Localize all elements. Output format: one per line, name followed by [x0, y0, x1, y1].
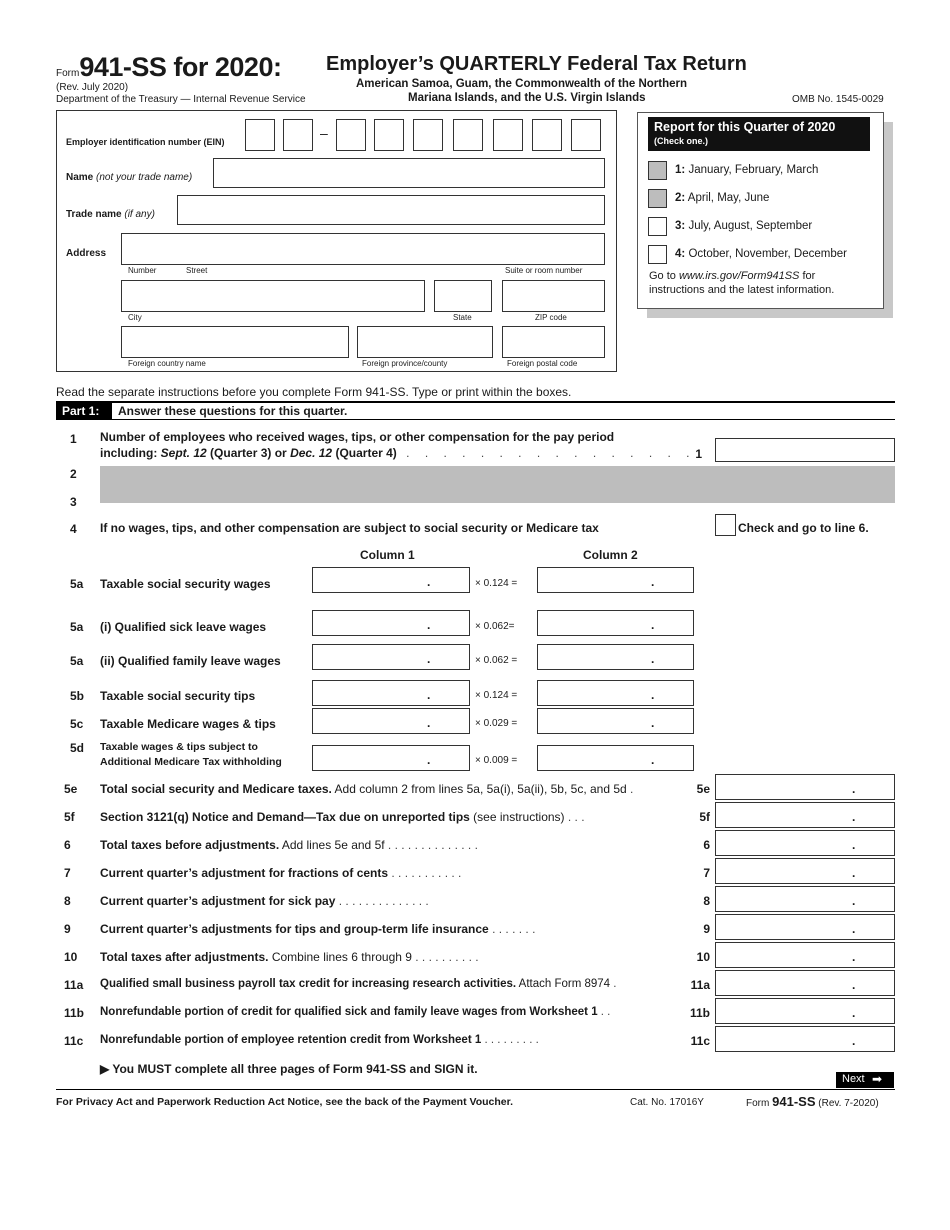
line2-num: 2 — [70, 467, 77, 481]
ein-digit-5[interactable] — [413, 119, 443, 151]
line5ai-col2-field[interactable] — [537, 610, 694, 636]
must-complete-notice: ▶ You MUST complete all three pages of Form 941-SS and SIGN it. — [100, 1062, 478, 1076]
main-title: Employer’s QUARTERLY Federal Tax Return — [326, 53, 747, 75]
line5d-col2-decimal: . — [651, 753, 655, 767]
line5d-col1-field[interactable] — [312, 745, 470, 771]
line5ai-col1-field[interactable] — [312, 610, 470, 636]
line8-text: Current quarter’s adjustment for sick pay . . . . . . . . . . . . . . — [100, 894, 429, 908]
arrow-right-icon: ➡ — [872, 1072, 883, 1086]
line1-ref: 1 — [695, 447, 702, 461]
line5b-col1-field[interactable] — [312, 680, 470, 706]
name-label-bold: Name — [66, 172, 94, 183]
line10-amount-field[interactable] — [715, 942, 895, 968]
line4-text: If no wages, tips, and other compensation are subject to social security or Medicare tax — [100, 521, 599, 535]
line5ai-col2-decimal: . — [651, 618, 655, 632]
line11a-decimal: . — [852, 978, 856, 992]
line10-text: Total taxes after adjustments. Combine lines 6 through 9 . . . . . . . . . . — [100, 950, 479, 964]
foreign-province-label: Foreign province/county — [362, 359, 448, 368]
line5c-col1-field[interactable] — [312, 708, 470, 734]
line11b-text: Nonrefundable portion of credit for qualified sick and family leave wages from Worksheet 1 . . — [100, 1006, 611, 1018]
line5aii-col2-field[interactable] — [537, 644, 694, 670]
trade-name-field[interactable] — [177, 195, 605, 225]
line5a-text: Taxable social security wages — [100, 577, 271, 591]
quarter-1-label: 1: January, February, March — [675, 164, 819, 176]
quarter-goto-text: Go to www.irs.gov/Form941SS for — [649, 270, 816, 282]
line4-check-text: Check and go to line 6. — [738, 521, 869, 535]
city-label: City — [128, 313, 142, 322]
quarter-2-label: 2: April, May, June — [675, 192, 770, 204]
name-label — [66, 172, 192, 183]
quarter-header — [648, 117, 870, 151]
line5b-col1-decimal: . — [427, 688, 431, 702]
line9-amount-field[interactable] — [715, 914, 895, 940]
zip-label: ZIP code — [535, 313, 567, 322]
line11b-amount-field[interactable] — [715, 998, 895, 1024]
line6-ref: 6 — [703, 838, 710, 852]
state-field[interactable] — [434, 280, 492, 312]
line11c-decimal: . — [852, 1034, 856, 1048]
line5b-num: 5b — [70, 689, 85, 703]
line5ai-num: 5a — [70, 620, 84, 634]
quarter-3-checkbox[interactable] — [648, 217, 667, 236]
foreign-country-field[interactable] — [121, 326, 349, 358]
line11a-ref: 11a — [690, 978, 710, 992]
address-label: Address — [66, 248, 107, 259]
state-label: State — [453, 313, 472, 322]
part1-rule-top — [56, 401, 895, 403]
line5ai-multiplier: × 0.062= — [475, 621, 515, 632]
irs-link[interactable]: www.irs.gov/Form941SS — [678, 270, 800, 282]
footer-form-id: Form 941-SS (Rev. 7-2020) — [746, 1094, 879, 1109]
line5c-col2-field[interactable] — [537, 708, 694, 734]
quarter-3-label: 3: July, August, September — [675, 220, 813, 232]
line5a-num: 5a — [70, 577, 84, 591]
line5b-text: Taxable social security tips — [100, 689, 256, 703]
omb-number: OMB No. 1545-0029 — [792, 94, 884, 105]
line5d-text: Taxable wages & tips subject to — [100, 741, 258, 753]
line5a-col1-decimal: . — [427, 575, 431, 589]
line5ai-col1-decimal: . — [427, 618, 431, 632]
subtitle-line1: American Samoa, Guam, the Commonwealth of the Northern — [356, 78, 687, 90]
line5a-multiplier: × 0.124 = — [475, 578, 518, 589]
line5aii-col1-field[interactable] — [312, 644, 470, 670]
quarter-check-one: (Check one.) — [654, 136, 709, 146]
line7-decimal: . — [852, 866, 856, 880]
line5a-col1-field[interactable] — [312, 567, 470, 593]
form-title: 941-SS for 2020: — [79, 52, 282, 82]
form-prefix: Form — [56, 68, 80, 79]
quarter-goto-line2: instructions and the latest information. — [649, 284, 835, 296]
trade-label-italic: (if any) — [124, 209, 155, 220]
line5c-num: 5c — [70, 717, 84, 731]
line5f-ref: 5f — [699, 810, 710, 824]
line5d-num: 5d — [70, 741, 85, 755]
line6-text: Total taxes before adjustments. Add lines 5e and 5f . . . . . . . . . . . . . . — [100, 838, 478, 852]
ein-digit-8[interactable] — [532, 119, 562, 151]
foreign-postal-label: Foreign postal code — [507, 359, 578, 368]
line5a-col2-decimal: . — [651, 575, 655, 589]
line7-amount-field[interactable] — [715, 858, 895, 884]
line1-text: Number of employees who received wages, tips, or other compensation for the pay period — [100, 430, 615, 444]
line4-checkbox[interactable] — [715, 514, 736, 536]
foreign-postal-field[interactable] — [502, 326, 605, 358]
line5ai-text: (i) Qualified sick leave wages — [100, 620, 267, 634]
line5e-text: Total social security and Medicare taxes. Add column 2 from lines 5a, 5a(i), 5a(ii), 5b, 5c, and 5d . — [100, 782, 634, 796]
ein-digit-3[interactable] — [336, 119, 366, 151]
line7-num: 7 — [64, 866, 71, 880]
line5f-text: Section 3121(q) Notice and Demand—Tax due on unreported tips (see instructions) . . . — [100, 810, 585, 824]
next-label: Next — [842, 1073, 865, 1085]
quarter-title: Report for this Quarter of 2020 — [654, 120, 836, 134]
line1-text2: including: Sept. 12 (Quarter 3) or Dec. 12 (Quarter 4) . . . . . . . . . . . . . . . . — [100, 446, 696, 460]
line5aii-col2-decimal: . — [651, 652, 655, 666]
revision-date: (Rev. July 2020) — [56, 82, 129, 93]
line1-employees-field[interactable] — [715, 438, 895, 462]
line11a-text: Qualified small business payroll tax credit for increasing research activities. Attach Form 8974 . — [100, 978, 617, 990]
instructions-text: Read the separate instructions before you complete Form 941-SS. Type or print within the boxes. — [56, 385, 572, 399]
ein-digit-7[interactable] — [493, 119, 523, 151]
line5e-ref: 5e — [696, 782, 710, 796]
line11c-text: Nonrefundable portion of employee retention credit from Worksheet 1 . . . . . . . . . — [100, 1034, 539, 1046]
cat-number: Cat. No. 17016Y — [630, 1097, 704, 1108]
line4-num: 4 — [70, 522, 77, 536]
line5f-amount-field[interactable] — [715, 802, 895, 828]
line9-ref: 9 — [703, 922, 710, 936]
line5e-decimal: . — [852, 782, 856, 796]
line8-amount-field[interactable] — [715, 886, 895, 912]
part1-tag-text: Part 1: — [62, 404, 100, 418]
line5d-col2-field[interactable] — [537, 745, 694, 771]
line5e-amount-field[interactable] — [715, 774, 895, 800]
line5c-multiplier: × 0.029 = — [475, 718, 518, 729]
subtitle-line2: Mariana Islands, and the U.S. Virgin Islands — [408, 92, 646, 104]
ein-digit-1[interactable] — [245, 119, 275, 151]
line5aii-text: (ii) Qualified family leave wages — [100, 654, 281, 668]
ein-label: Employer identification number (EIN) — [66, 137, 225, 147]
line5b-multiplier: × 0.124 = — [475, 690, 518, 701]
ein-digit-4[interactable] — [374, 119, 404, 151]
form-header — [56, 52, 281, 83]
quarter-4-checkbox[interactable] — [648, 245, 667, 264]
line8-decimal: . — [852, 894, 856, 908]
quarter-2-checkbox[interactable] — [648, 189, 667, 208]
line1-num: 1 — [70, 432, 77, 446]
part1-rule-bottom — [56, 419, 895, 420]
line6-amount-field[interactable] — [715, 830, 895, 856]
city-field[interactable] — [121, 280, 425, 312]
line8-ref: 8 — [703, 894, 710, 908]
foreign-province-field[interactable] — [357, 326, 493, 358]
line5f-decimal: . — [852, 810, 856, 824]
lines-2-3-reserved-area — [100, 466, 895, 503]
line5b-col2-decimal: . — [651, 688, 655, 702]
line5d-col1-decimal: . — [427, 753, 431, 767]
line11b-decimal: . — [852, 1006, 856, 1020]
street-address-field[interactable] — [121, 233, 605, 265]
name-field[interactable] — [213, 158, 605, 188]
line11a-num: 11a — [64, 978, 84, 992]
part1-title: Answer these questions for this quarter. — [118, 404, 348, 418]
quarter-4-label: 4: October, November, December — [675, 248, 847, 260]
department: Department of the Treasury — Internal Revenue Service — [56, 94, 306, 105]
next-button[interactable] — [836, 1072, 894, 1088]
line5aii-num: 5a — [70, 654, 84, 668]
number-label: Number — [128, 266, 157, 275]
privacy-notice: For Privacy Act and Paperwork Reduction Act Notice, see the back of the Payment Voucher. — [56, 1096, 514, 1108]
line11b-ref: 11b — [689, 1006, 710, 1020]
line6-decimal: . — [852, 838, 856, 852]
ein-digit-6[interactable] — [453, 119, 483, 151]
line8-num: 8 — [64, 894, 71, 908]
line7-ref: 7 — [703, 866, 710, 880]
foreign-country-label: Foreign country name — [128, 359, 206, 368]
street-label: Street — [186, 266, 208, 275]
line7-text: Current quarter’s adjustment for fractions of cents . . . . . . . . . . . — [100, 866, 462, 880]
column2-header: Column 2 — [583, 548, 638, 562]
ein-digit-9[interactable] — [571, 119, 601, 151]
line9-text: Current quarter’s adjustments for tips and group-term life insurance . . . . . . . — [100, 922, 536, 936]
trade-label-bold: Trade name — [66, 209, 122, 220]
line5a-col2-field[interactable] — [537, 567, 694, 593]
line5d-text2: Additional Medicare Tax withholding — [100, 756, 282, 768]
line5c-col1-decimal: . — [427, 716, 431, 730]
line3-num: 3 — [70, 495, 77, 509]
line10-num: 10 — [64, 950, 78, 964]
line5c-col2-decimal: . — [651, 716, 655, 730]
line5e-num: 5e — [64, 782, 78, 796]
line11a-amount-field[interactable] — [715, 970, 895, 996]
quarter-1-checkbox[interactable] — [648, 161, 667, 180]
line5aii-multiplier: × 0.062 = — [475, 655, 518, 666]
zip-field[interactable] — [502, 280, 605, 312]
line9-num: 9 — [64, 922, 71, 936]
line10-decimal: . — [852, 950, 856, 964]
line11c-ref: 11c — [690, 1034, 710, 1048]
line11c-amount-field[interactable] — [715, 1026, 895, 1052]
line11b-num: 11b — [64, 1006, 85, 1020]
line9-decimal: . — [852, 922, 856, 936]
line11c-num: 11c — [64, 1034, 84, 1048]
ein-digit-2[interactable] — [283, 119, 313, 151]
trade-name-label — [66, 209, 155, 220]
column1-header: Column 1 — [360, 548, 415, 562]
footer-rule — [56, 1089, 895, 1090]
suite-label: Suite or room number — [505, 266, 583, 275]
line5aii-col1-decimal: . — [427, 652, 431, 666]
line5d-multiplier: × 0.009 = — [475, 755, 518, 766]
ein-dash: – — [320, 125, 328, 141]
line5c-text: Taxable Medicare wages & tips — [100, 717, 276, 731]
line10-ref: 10 — [696, 950, 710, 964]
name-label-italic: (not your trade name) — [96, 172, 193, 183]
line5b-col2-field[interactable] — [537, 680, 694, 706]
line6-num: 6 — [64, 838, 71, 852]
line5f-num: 5f — [64, 810, 75, 824]
